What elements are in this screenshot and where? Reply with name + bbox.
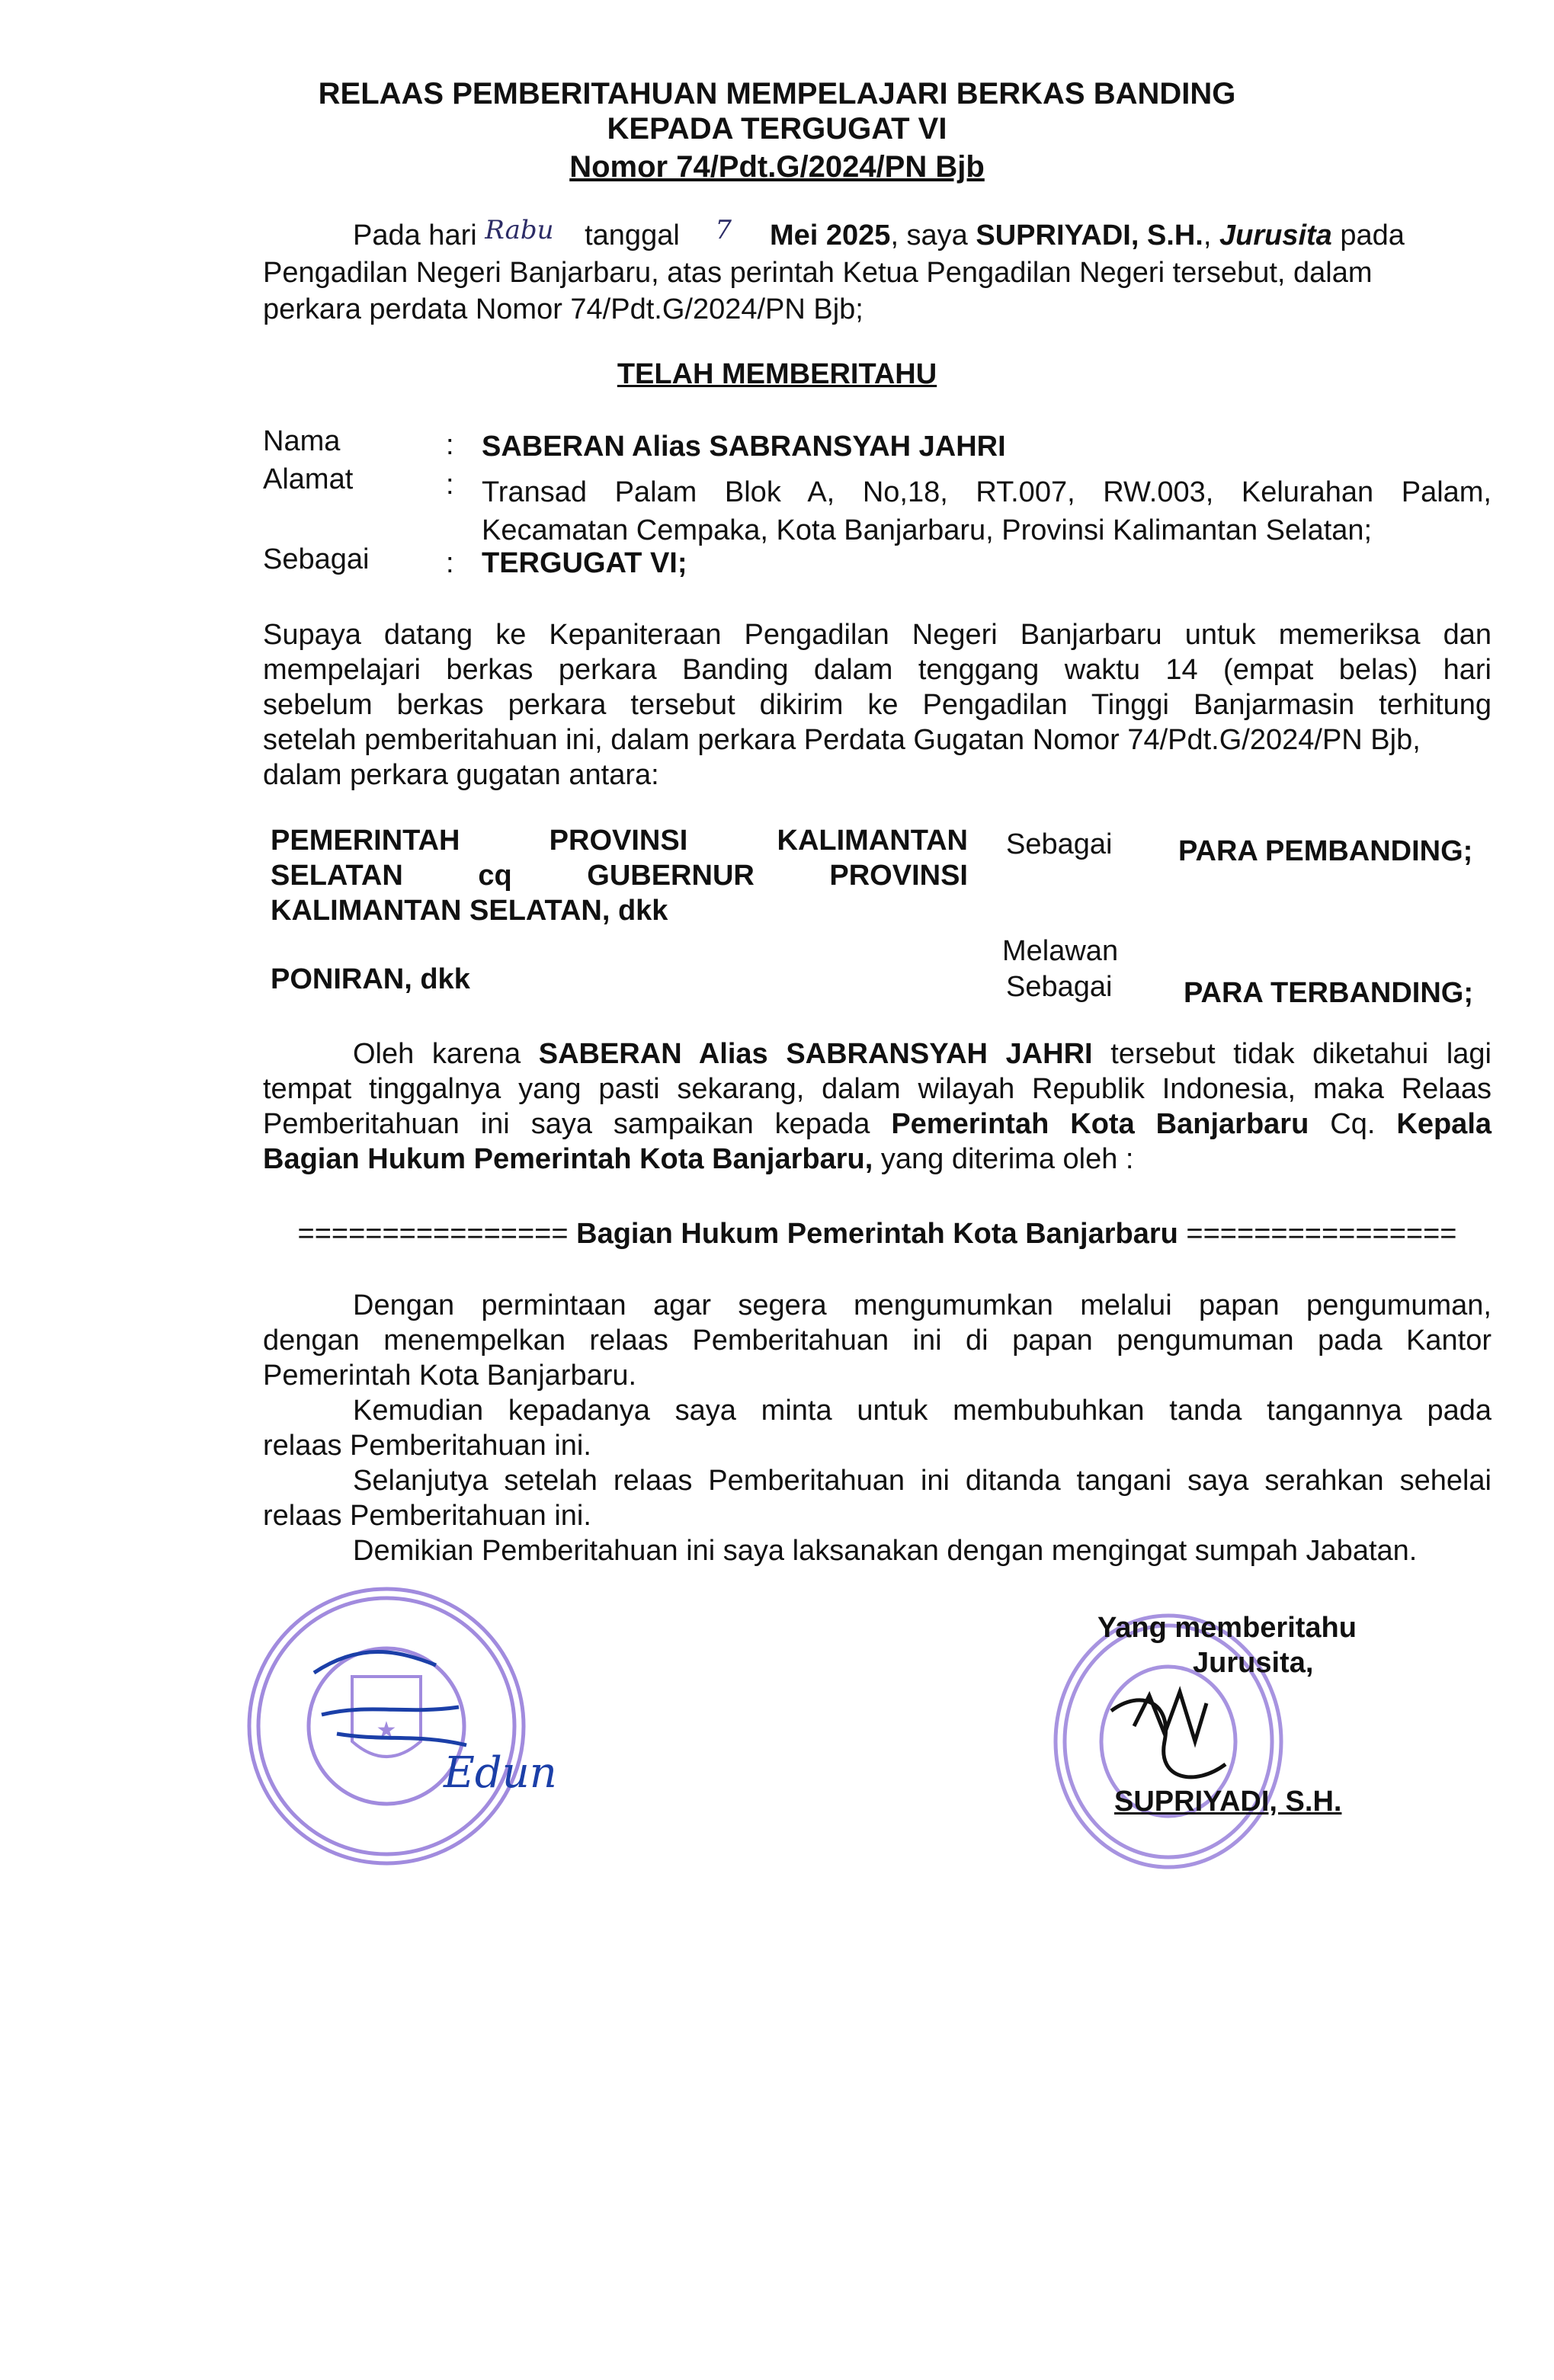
body-paragraph-2: Oleh karena SABERAN Alias SABRANSYAH JAHRI tersebut tidak diketahui lagi tempat tinggalnya yang pasti sekarang, dalam wilayah Republik Indonesia, maka Relaas Pemberitahuan ini saya sampaikan kepada Pemerintah Kota Banjarbaru Cq. Kepala Bagian Hukum Pemerintah Kota Banjarbaru, yang diterima oleh : bbox=[263, 1038, 1492, 1175]
nama-label: Nama bbox=[263, 425, 341, 457]
body-paragraph-1: Supaya datang ke Kepaniteraan Pengadilan Negeri Banjarbaru untuk memeriksa dan mempelajari berkas perkara Banding dalam tenggang waktu 14 (empat belas) hari sebelum berkas perkara tersebut dikirim ke Pengadilan Tinggi Banjarmasin terhitung setelah pemberitahuan ini, dalam perkara Perdata Gugatan Nomor 74/Pdt.G/2024/PN Bjb, dalam perkara gugatan antara: bbox=[263, 619, 1492, 791]
handwritten-signature-right bbox=[1111, 1700, 1226, 1777]
intro-line2: Pengadilan Negeri Banjarbaru, atas perintah Ketua Pengadilan Negeri tersebut, dalam bbox=[263, 257, 1373, 289]
melawan-label: Melawan bbox=[1002, 935, 1119, 967]
colon: : bbox=[446, 469, 454, 501]
body-paragraph-3: Dengan permintaan agar segera mengumumkan melalui papan pengumuman, dengan menempelkan relaas Pemberitahuan ini di papan pengumuman pada Kantor Pemerintah Kota Banjarbaru. Kemudian kepadanya saya minta untuk membubuhkan tanda tangannya pada relaas Pemberitahuan ini. Selanjutya setelah relaas Pemberitahuan ini ditanda tangani saya serahkan sehelai relaas Pemberitahuan ini. Demikian Pemberitahuan ini saya laksanakan dengan mengingat sumpah Jabatan. bbox=[263, 1289, 1492, 1567]
sebagai-label-1: Sebagai bbox=[1006, 828, 1113, 860]
alamat-label: Alamat bbox=[263, 463, 354, 495]
signature-label-1: Yang memberitahu bbox=[1097, 1612, 1357, 1644]
alamat-line1: Transad Palam Blok A, No,18, RT.007, RW.003, Kelurahan Palam, bbox=[482, 476, 1492, 508]
terbanding-name: PONIRAN, dkk bbox=[271, 963, 470, 995]
separator-right: ================ bbox=[1186, 1218, 1457, 1250]
colon: : bbox=[446, 429, 454, 461]
colon: : bbox=[446, 547, 454, 579]
sebagai-value: TERGUGAT VI; bbox=[482, 547, 687, 579]
pembanding-name-line2: SELATAN cq GUBERNUR PROVINSI bbox=[271, 860, 968, 892]
sebagai-label: Sebagai bbox=[263, 543, 370, 575]
document-title-line2: KEPADA TERGUGAT VI bbox=[607, 112, 947, 146]
officer-role: Jurusita bbox=[1219, 219, 1332, 251]
pada-hari-label: Pada hari bbox=[353, 219, 477, 251]
document-title-line1: RELAAS PEMBERITAHUAN MEMPELAJARI BERKAS BANDING bbox=[318, 77, 1236, 111]
handwritten-date: 7 bbox=[715, 215, 732, 245]
nama-value: SABERAN Alias SABRANSYAH JAHRI bbox=[482, 431, 1006, 463]
officer-name: SUPRIYADI, S.H. bbox=[976, 219, 1203, 251]
tanggal-label: tanggal bbox=[585, 219, 680, 251]
receiver-name: Bagian Hukum Pemerintah Kota Banjarbaru bbox=[576, 1218, 1178, 1250]
pembanding-name-line1: PEMERINTAH PROVINSI KALIMANTAN bbox=[271, 825, 968, 857]
section-heading: TELAH MEMBERITAHU bbox=[617, 358, 937, 390]
pembanding-role: PARA PEMBANDING; bbox=[1178, 835, 1473, 867]
pembanding-name-line3: KALIMANTAN SELATAN, dkk bbox=[271, 895, 668, 927]
signature-label-2: Jurusita, bbox=[1193, 1647, 1314, 1679]
alamat-line2: Kecamatan Cempaka, Kota Banjarbaru, Provinsi Kalimantan Selatan; bbox=[482, 514, 1373, 546]
defendant-name: SABERAN Alias SABRANSYAH JAHRI bbox=[538, 1038, 1093, 1070]
separator-left: ================ bbox=[297, 1218, 569, 1250]
handwritten-name-left: Edun bbox=[444, 1748, 557, 1798]
svg-text:★: ★ bbox=[376, 1718, 397, 1743]
intro-line3: perkara perdata Nomor 74/Pdt.G/2024/PN Bjb; bbox=[263, 293, 864, 325]
intro-paragraph: Pada hari Rabu tanggal 7 Mei 2025, saya SUPRIYADI, S.H., Jurusita pada Pengadilan Negeri Banjarbaru, atas perintah Ketua Pengadilan Negeri tersebut, dalam perkara perdata Nomor 74/Pdt.G/2024/PN Bjb; bbox=[263, 217, 1492, 328]
sebagai-label-2: Sebagai bbox=[1006, 971, 1113, 1003]
signature-name: SUPRIYADI, S.H. bbox=[1114, 1786, 1342, 1818]
receiver-line bbox=[263, 1218, 1492, 1251]
city-government-stamp bbox=[207, 1581, 566, 1871]
terbanding-role: PARA TERBANDING; bbox=[1184, 977, 1473, 1009]
date-month-year: Mei 2025 bbox=[769, 219, 891, 251]
handwritten-day: Rabu bbox=[485, 215, 554, 245]
document-number: Nomor 74/Pdt.G/2024/PN Bjb bbox=[569, 150, 985, 184]
